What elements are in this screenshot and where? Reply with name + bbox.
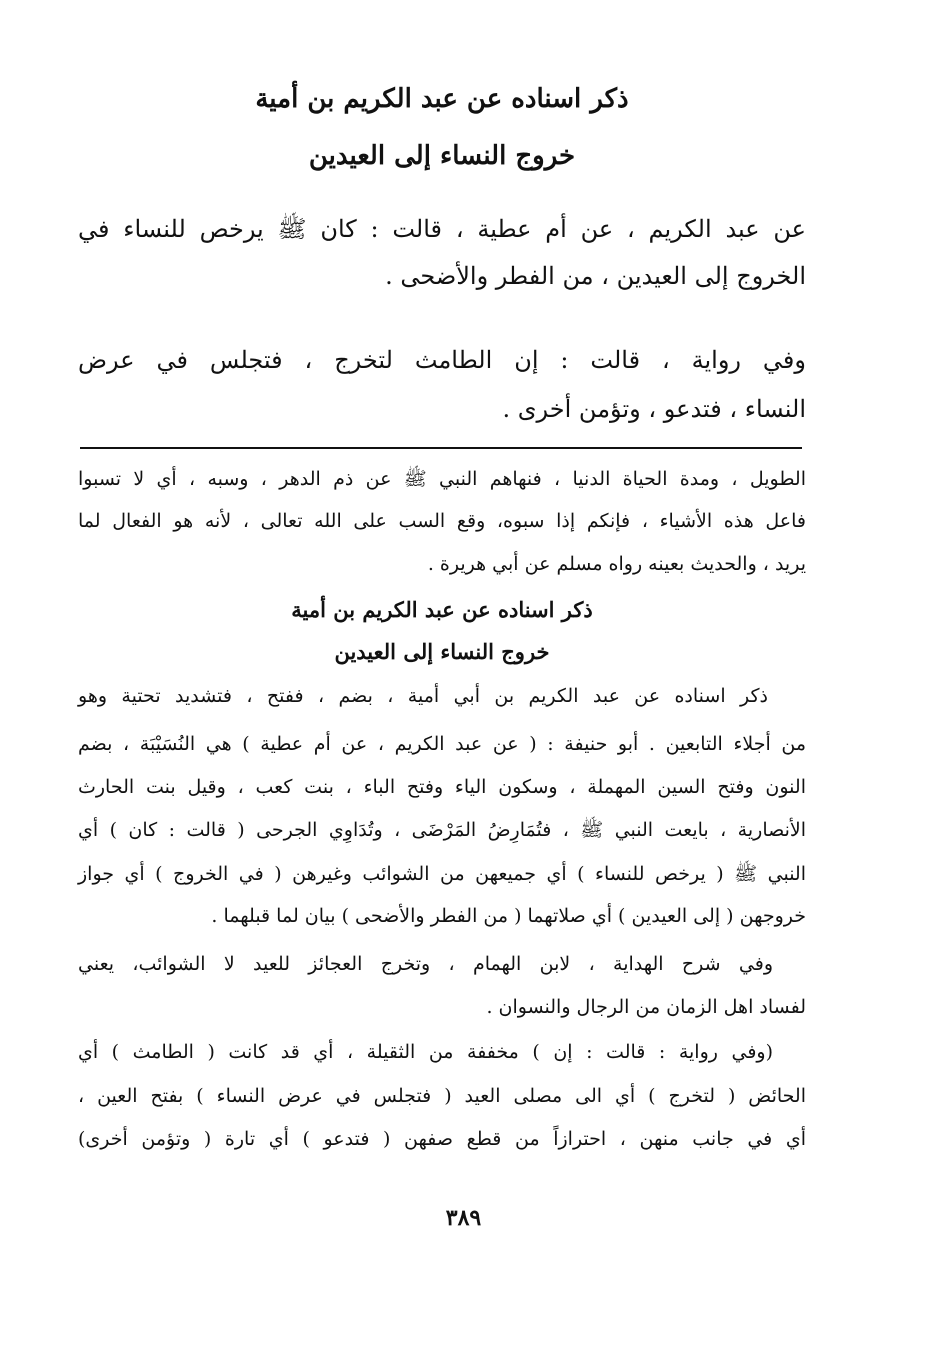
main-paragraph1-line1: عن عبد الكريم ، عن أم عطية ، قالت : كان ﷺ يرخص للنساء في (78, 215, 806, 243)
commentary-block3-line1: (وفي رواية : قالت : إن ) مخففة من الثقيلة ، أي قد كانت ( الطامث ) أي (78, 1041, 773, 1063)
separator-rule (80, 447, 802, 449)
commentary-intro-line2: فاعل هذه الأشياء ، فإنكم إذا سبوه، وقع السب على الله تعالى ، لأنه هو الفعال لما (78, 510, 806, 532)
commentary-block3-line3: أي في جانب منهن ، احترازاً من قطع صفهن ( فتدعو ) أي تارة ( وتؤمن أخرى) (78, 1128, 806, 1150)
commentary-block2-line1: وفي شرح الهداية ، لابن الهمام ، وتخرج العجائز للعيد لا الشوائب، يعني (78, 953, 773, 975)
main-paragraph1-line2: الخروج إلى العيدين ، من الفطر والأضحى . (385, 262, 806, 290)
commentary-block2-line2: لفساد اهل الزمان من الرجال والنسوان . (486, 996, 806, 1018)
commentary-block3-line2: الحائض ( لتخرج ) أي الى مصلى العيد ( فتجلس في عرض النساء ) بفتح العين ، (78, 1085, 806, 1107)
main-heading-line1: ذكر اسناده عن عبد الكريم بن أمية (255, 84, 629, 114)
commentary-block1-line4: الأنصارية ، بايعت النبي ﷺ ، فتُمَارِضُ المَرْضَى ، وتُدَاوِي الجرحى ( قالت : كان ) أي (78, 819, 806, 841)
commentary-block1-line2: من أجلاء التابعين . أبو حنيفة : ( عن عبد الكريم ، عن أم عطية ) هي النُسَيْبَة ، بضم (78, 733, 806, 755)
commentary-heading-line1: ذكر اسناده عن عبد الكريم بن أمية (291, 597, 593, 622)
page-number: ٣٨٩ (445, 1205, 482, 1231)
commentary-block1-line5: النبي ﷺ ( يرخص للنساء ) أي جميعهن من الشوائب وغيرهن ( في الخروج ) أي جواز (78, 863, 806, 885)
commentary-block1-line6: خروجهن ( إلى العيدين ) أي صلاتهما ( من الفطر والأضحى ) بيان لما قبلهما . (211, 905, 806, 927)
commentary-intro-line1: الطويل ، ومدة الحياة الدنيا ، فنهاهم النبي ﷺ عن ذم الدهر ، وسبه ، أي لا تسبوا (78, 468, 806, 490)
main-heading-line2: خروج النساء إلى العيدين (308, 141, 576, 171)
commentary-intro-line3: يريد ، والحديث بعينه رواه مسلم عن أبي هريرة . (427, 553, 806, 575)
commentary-block1-line1: ذكر اسناده عن عبد الكريم بن أبي أمية ، بضم ، ففتح ، فتشديد تحتية وهو (78, 685, 768, 707)
commentary-heading-line2: خروج النساء إلى العيدين (334, 639, 550, 664)
main-paragraph2-line2: النساء ، فتدعو ، وتؤمن أخرى . (502, 395, 806, 423)
commentary-block1-line3: النون وفتح السين المهملة ، وسكون الياء وفتح الباء ، بنت كعب ، وقيل بنت الحارث (78, 776, 806, 798)
main-paragraph2-line1: وفي رواية ، قالت : إن الطامث لتخرج ، فتجلس في عرض (78, 346, 806, 374)
